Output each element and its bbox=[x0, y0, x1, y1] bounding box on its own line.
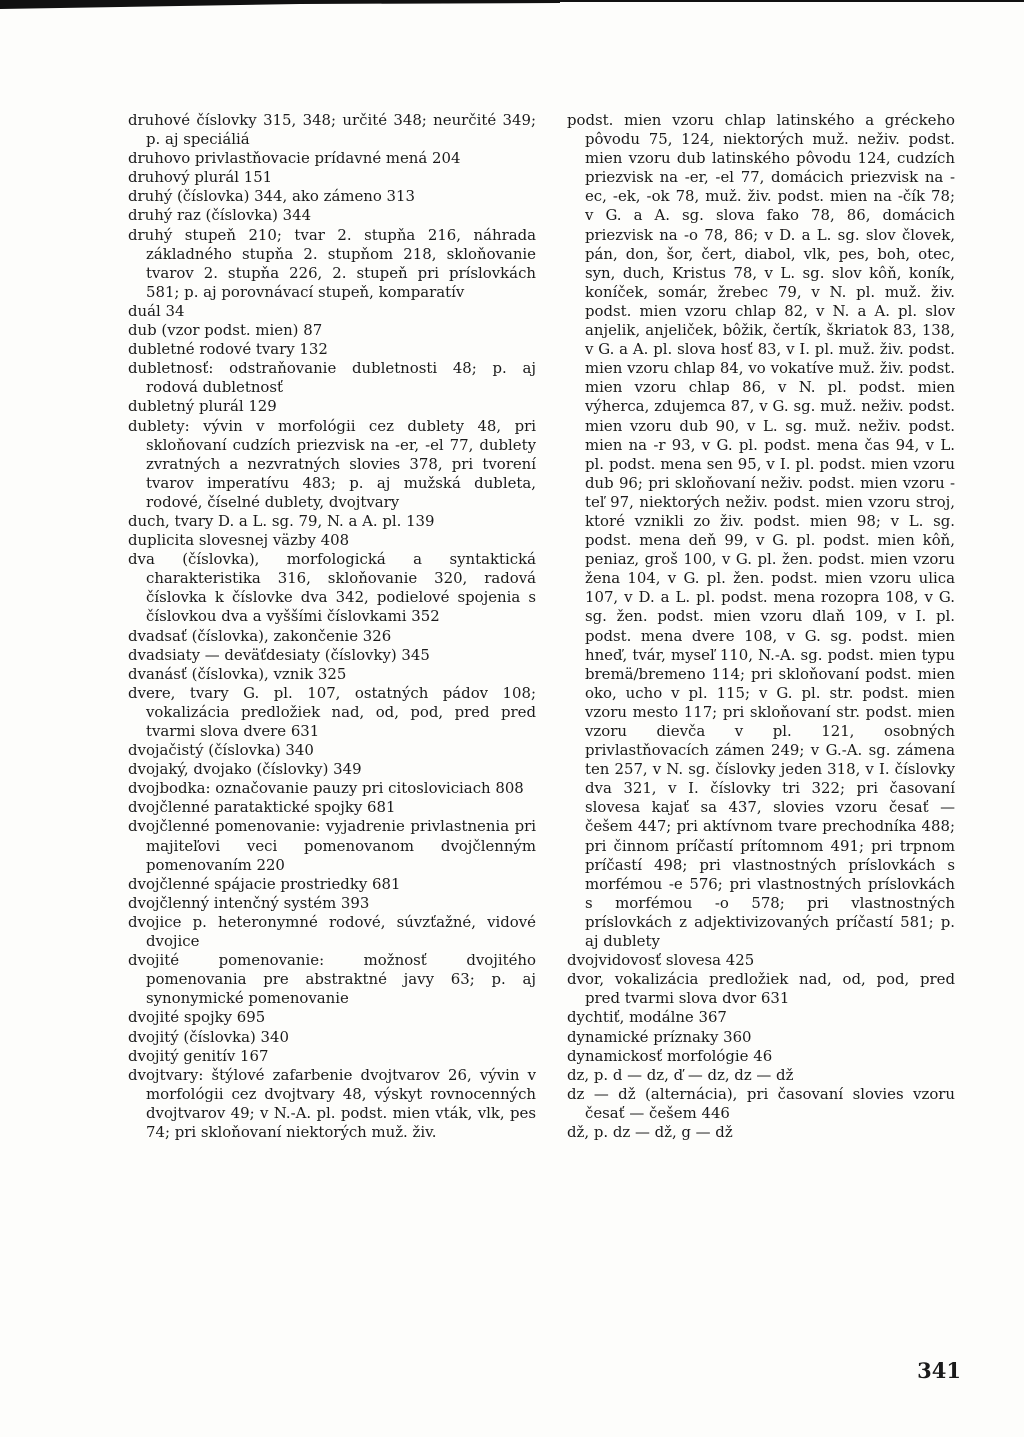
index-entry: dvadsať (číslovka), zakončenie 326 bbox=[128, 626, 392, 645]
index-entry: dubletné rodové tvary 132 bbox=[128, 340, 328, 359]
index-entry: druhý raz (číslovka) 344 bbox=[128, 206, 312, 225]
index-entry: dvor, vokalizácia predložiek nad, od, pod, pred pred tvarmi slova dvor 631 bbox=[567, 970, 955, 1008]
index-entry: podst. mien vzoru chlap latinského a gréckeho pôvodu 75, 124, niektorých muž. neživ. podst. mien vzoru dub latinského pôvodu 124, cudzích priezvisk na -er, -el 77, domácich priezvisk na -ec, -ek, -ok 78, muž. živ. podst. mien na -čík 78; v G. a A. sg. slova fako 78, 86, domácich priezvisk na -o 78, 86; v D. a L. sg. slov človek, pán, don, šor, čert, diabol, vlk, pes, boh, otec, syn, duch, Kristus 78, v L. sg. slov kôň, koník, koníček, somár, žrebec 79, v N. pl. muž. živ. podst. mien vzoru chlap 82, v N. a A. pl. slov anjelik, anjeliček, bôžik, čertík, škriatok 83, 138, v G. a A. pl. slova hosť 83, v I. pl. muž. živ. podst. mien vzoru chlap 84, vo vokatíve muž. živ. podst. mien vzoru chlap 86, v N. pl. podst. mien výherca, zdujemca 87, v G. sg. muž. neživ. podst. mien vzoru dub 90, v L. sg. muž. neživ. podst. mien na -r 93, v G. pl. podst. mena čas 94, v L. pl. podst. mena sen 95, v I. pl. podst. mien vzoru dub 96; pri skloňovaní neživ. podst. mien vzoru -teľ 97, niektorých neživ. podst. mien vzoru stroj, ktoré vznikli zo živ. podst. mien 98; v L. sg. podst. mena deň 99, v G. pl. podst. mien kôň, peniaz, groš 100, v G. pl. žen. podst. mien vzoru žena 104, v G. pl. žen. podst. mien vzoru ulica 107, v D. a L. pl. podst. mena rozopra 108, v G. sg. žen. podst. mien vzoru dlaň 109, v I. pl. podst. mena dvere 108, v G. sg. podst. mien hneď, tvár, myseľ 110, N.-A. sg. podst. mien typu bremä/bremeno 114; pri skloňovaní podst. mien oko, ucho v pl. 115; v G. pl. str. podst. mien vzoru mesto 117; pri skloňovaní str. podst. mien vzoru dievča v pl. 121, osobných privlastňovacích zámen 249; v G.-A. sg. zámena ten 257, v N. sg. číslovky jeden 318, v I. číslovky dva 321, v I. číslovky tri 322; pri časovaní slovesa kajať sa 437, slovies vzoru česať — češem 447; pri aktívnom tvare prechodníka 488; pri činnom príčastí prítomnom 491; pri trpnom príčastí 498; pri vlastnostných príslovkách s morfémou -e 576; pri vlastnostných príslovkách s morfémou -o 578; pri vlastnostných príslovkách z adjektivizovaných príčastí 581; p. aj dublety bbox=[567, 111, 955, 951]
index-entry: dz — dž (alternácia), pri časovaní slovies vzoru česať — češem 446 bbox=[567, 1084, 955, 1122]
index-entry: dvojčlenný intenčný systém 393 bbox=[128, 893, 370, 912]
index-entry: duch, tvary D. a L. sg. 79, N. a A. pl. 139 bbox=[128, 511, 435, 530]
index-entry: dvojčlenné parataktické spojky 681 bbox=[128, 798, 396, 817]
index-entry: dynamické príznaky 360 bbox=[567, 1027, 752, 1046]
index-entry: dvojitý (číslovka) 340 bbox=[128, 1027, 289, 1046]
index-entry: druhový plurál 151 bbox=[128, 168, 273, 187]
index-entry: dž, p. dz — dž, g — dž bbox=[567, 1122, 733, 1141]
index-entry: dubletný plurál 129 bbox=[128, 397, 277, 416]
index-entry: dvojice p. heteronymné rodové, súvzťažné, vidové dvojice bbox=[128, 912, 536, 951]
index-entry: dvojaký, dvojako (číslovky) 349 bbox=[128, 760, 362, 779]
index-entry: dva (číslovka), morfologická a syntaktická charakteristika 316, skloňovanie 320, radová číslovka k číslovke dva 342, podielové spojenia s číslovkou dva a vyššími číslovkami 352 bbox=[128, 550, 536, 626]
index-entry: dvojité spojky 695 bbox=[128, 1008, 266, 1027]
index-entry: dub (vzor podst. mien) 87 bbox=[128, 321, 323, 340]
index-entry: druhý (číslovka) 344, ako zámeno 313 bbox=[128, 187, 415, 206]
index-entry: dvojité pomenovanie: možnosť dvojitého pomenovania pre abstraktné javy 63; p. aj synonymické pomenovanie bbox=[128, 951, 536, 1008]
index-entry: dvojčlenné pomenovanie: vyjadrenie privlastnenia pri majiteľovi veci pomenovanom dvojčlenným pomenovaním 220 bbox=[128, 817, 536, 874]
index-entry: dubletnosť: odstraňovanie dubletnosti 48; p. aj rodová dubletnosť bbox=[128, 359, 536, 397]
index-entry: dvojitý genitív 167 bbox=[128, 1046, 269, 1065]
index-entry: dvojtvary: štýlové zafarbenie dvojtvarov 26, vývin v morfológii cez dvojtvary 48, výskyt rovnocenných dvojtvarov 49; v N.-A. pl. podst. mien vták, vlk, pes 74; pri skloňovaní niektorých muž. živ. bbox=[128, 1065, 536, 1141]
index-entry: dvojčlenné spájacie prostriedky 681 bbox=[128, 874, 401, 893]
index-entry: dvojbodka: označovanie pauzy pri citosloviciach 808 bbox=[128, 779, 524, 798]
index-entry: dvanásť (číslovka), vznik 325 bbox=[128, 664, 347, 683]
index-entry: dublety: vývin v morfológii cez dublety 48, pri skloňovaní cudzích priezvisk na -er, -el 77, dublety zvratných a nezvratných slovies 378, pri tvorení tvarov imperatívu 483; p. aj mužská dubleta, rodové, číselné dublety, dvojtvary bbox=[128, 416, 536, 511]
index-entry: druhovo privlastňovacie prídavné mená 204 bbox=[128, 149, 461, 168]
index-column-left bbox=[128, 111, 536, 1142]
index-entry: duplicita slovesnej väzby 408 bbox=[128, 531, 350, 550]
index-entry: dynamickosť morfológie 46 bbox=[567, 1046, 773, 1065]
index-entry: dvadsiaty — deväťdesiaty (číslovky) 345 bbox=[128, 645, 430, 664]
index-column-right bbox=[567, 111, 955, 1142]
index-entry: dz, p. d — dz, ď — dz, dz — dž bbox=[567, 1065, 794, 1084]
index-entry: dvere, tvary G. pl. 107, ostatných pádov 108; vokalizácia predložiek nad, od, pod, pred pred tvarmi slova dvere 631 bbox=[128, 683, 536, 740]
index-entry: dvojačistý (číslovka) 340 bbox=[128, 741, 314, 760]
index-entry: dvojvidovosť slovesa 425 bbox=[567, 951, 755, 970]
top-scan-border bbox=[0, 0, 1024, 9]
index-entry: dychtiť, modálne 367 bbox=[567, 1008, 727, 1027]
page-number: 341 bbox=[917, 1358, 961, 1383]
index-entry: druhý stupeň 210; tvar 2. stupňa 216, náhrada základného stupňa 2. stupňom 218, skloňovanie tvarov 2. stupňa 226, 2. stupeň pri príslovkách 581; p. aj porovnávací stupeň, komparatív bbox=[128, 225, 536, 301]
index-entry: druhové číslovky 315, 348; určité 348; neurčité 349; p. aj speciáliá bbox=[128, 111, 536, 149]
index-entry: duál 34 bbox=[128, 301, 185, 320]
